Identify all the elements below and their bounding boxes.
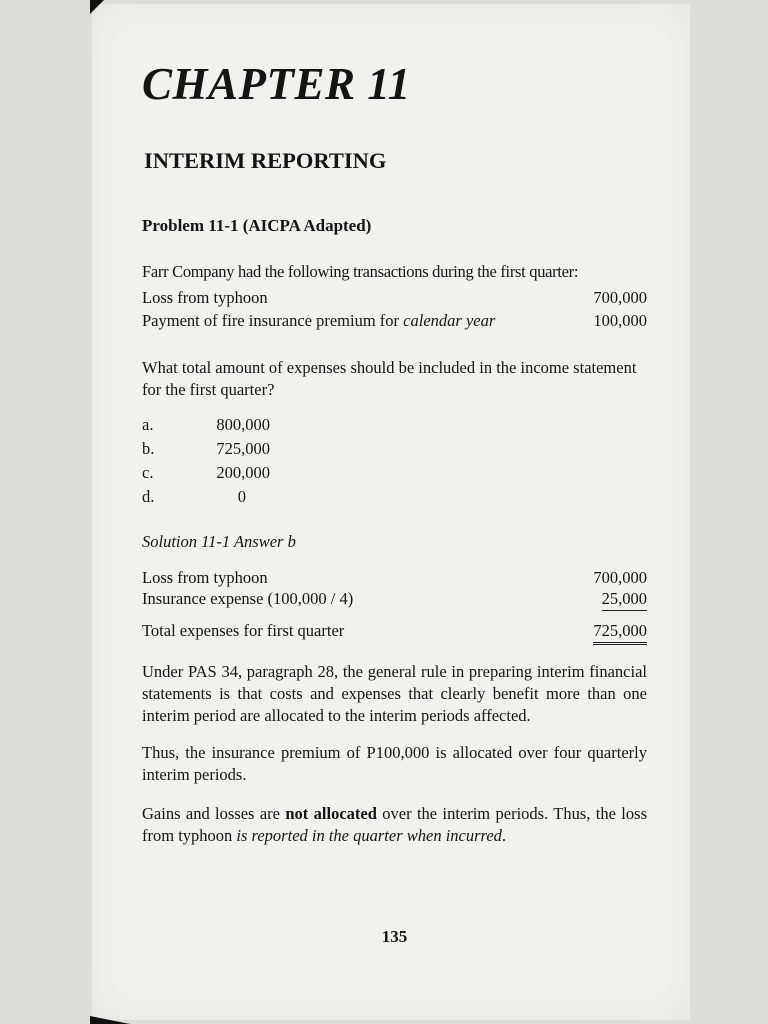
choice-letter: d. — [142, 487, 155, 506]
solution-row — [142, 588, 647, 610]
problem-intro: Farr Company had the following transactions during the first quarter: — [142, 262, 579, 281]
page-number: 135 — [381, 927, 408, 946]
para-text: Gains and losses are — [142, 804, 286, 823]
solution-heading: Solution 11-1 Answer b — [142, 532, 296, 551]
transaction-amount: 700,000 — [593, 288, 647, 307]
choice-value: 800,000 — [216, 415, 270, 434]
transaction-label: Loss from typhoon — [142, 288, 268, 307]
paragraph-allocation-rule: Under PAS 34, paragraph 28, the general rule in preparing interim financial statements is that costs and expenses that clearly benefit more than one interim period are allocated to the interim periods affected. — [142, 662, 647, 725]
choice-value: 0 — [237, 487, 246, 506]
transaction-amount: 100,000 — [593, 311, 647, 330]
para-text: over the interim periods. Thus, the loss from typhoon — [142, 804, 647, 845]
choice-value: 725,000 — [216, 439, 270, 458]
solution-total-row — [142, 620, 647, 642]
transaction-row — [142, 310, 647, 332]
page-corner-shadow-bottom — [90, 1016, 130, 1024]
page-corner-shadow — [90, 0, 104, 14]
transaction-label-italic: calendar year — [403, 311, 496, 330]
solution-label: Loss from typhoon — [142, 568, 268, 587]
solution-amount: 700,000 — [593, 568, 647, 587]
solution-total-amount: 725,000 — [593, 620, 647, 645]
solution-row — [142, 567, 647, 589]
choice-b — [142, 439, 270, 463]
paragraph-insurance: Thus, the insurance premium of P100,000 is allocated over four quarterly interim periods. — [142, 743, 647, 784]
choice-letter: a. — [142, 415, 154, 434]
choice-letter: c. — [142, 463, 154, 482]
transaction-label — [142, 310, 495, 332]
chapter-title: CHAPTER 11 — [142, 59, 411, 109]
choice-a — [142, 415, 270, 439]
solution-label: Insurance expense (100,000 / 4) — [142, 589, 354, 608]
paragraph-gains-losses — [142, 803, 647, 847]
choice-value: 200,000 — [216, 463, 270, 482]
problem-heading: Problem 11-1 (AICPA Adapted) — [142, 216, 372, 235]
solution-label: Total expenses for first quarter — [142, 621, 345, 640]
para-bold-text: not allocated — [285, 804, 377, 823]
section-title: INTERIM REPORTING — [144, 148, 387, 173]
transaction-label-text: Payment of fire insurance premium for — [142, 311, 400, 330]
choice-letter: b. — [142, 439, 155, 458]
answer-choices — [142, 415, 270, 511]
para-text: . — [501, 826, 507, 845]
choice-d — [142, 487, 262, 511]
transaction-row — [142, 287, 647, 309]
question-text: What total amount of expenses should be included in the income statement for the first quarter? — [142, 358, 637, 399]
choice-c — [142, 463, 270, 487]
solution-amount: 25,000 — [602, 588, 647, 611]
para-italic-text: is reported in the quarter when incurred — [236, 826, 502, 845]
